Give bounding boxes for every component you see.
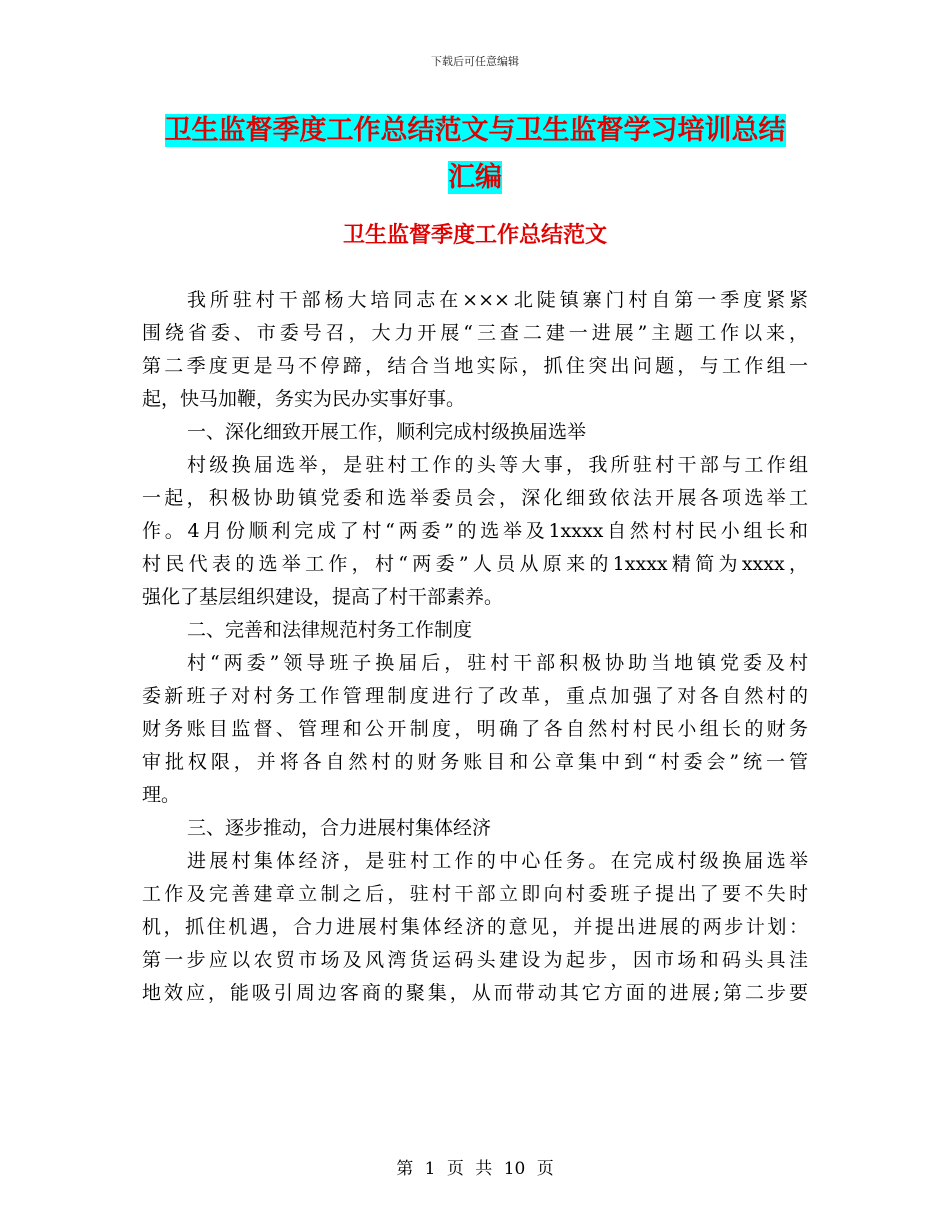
body-line: 一、深化细致开展工作，顺利完成村级换届选举 <box>187 421 587 443</box>
body-line: 围绕省委、市委号召，大力开展“三查二建一进展”主题工作以来， <box>142 322 808 344</box>
page-footer: 第 1 页 共 10 页 <box>396 1159 554 1179</box>
body-text <box>142 284 808 1010</box>
body-line: 强化了基层组织建设，提高了村干部素养。 <box>142 586 504 608</box>
body-line: 审批权限，并将各自然村的财务账目和公章集中到“村委会”统一管 <box>142 751 808 773</box>
body-line: 财务账目监督、管理和公开制度，明确了各自然村村民小组长的财务 <box>142 718 808 740</box>
body-line: 一起，积极协助镇党委和选举委员会，深化细致依法开展各项选举工 <box>142 487 808 509</box>
body-line: 委新班子对村务工作管理制度进行了改革，重点加强了对各自然村的 <box>142 685 808 707</box>
document-title <box>142 107 808 201</box>
section-title: 卫生监督季度工作总结范文 <box>342 223 607 248</box>
body-line: 作。4月份顺利完成了村“两委”的选举及1xxxx自然村村民小组长和 <box>142 520 808 542</box>
body-line: 地效应，能吸引周边客商的聚集，从而带动其它方面的进展;第二步要 <box>142 982 808 1004</box>
body-line: 第一步应以农贸市场及风湾货运码头建设为起步，因市场和码头具洼 <box>142 949 808 971</box>
body-line: 村民代表的选举工作，村“两委”人员从原来的1xxxx精简为xxxx， <box>142 553 808 575</box>
document-title-line-1: 卫生监督季度工作总结范文与卫生监督学习培训总结 <box>164 115 786 146</box>
body-line: 第二季度更是马不停蹄，结合当地实际，抓住突出问题，与工作组一 <box>142 355 808 377</box>
document-title-line-2: 汇编 <box>448 162 502 193</box>
body-line: 三、逐步推动，合力进展村集体经济 <box>187 817 492 839</box>
header-note: 下载后可任意编辑 <box>431 55 519 68</box>
body-line: 进展村集体经济，是驻村工作的中心任务。在完成村级换届选举 <box>187 850 808 872</box>
body-line: 起，快马加鞭，务实为民办实事好事。 <box>142 388 466 410</box>
body-line: 二、完善和法律规范村务工作制度 <box>187 619 473 641</box>
body-line: 工作及完善建章立制之后，驻村干部立即向村委班子提出了要不失时 <box>142 883 808 905</box>
body-line: 理。 <box>142 784 181 806</box>
body-line: 村“两委”领导班子换届后，驻村干部积极协助当地镇党委及村 <box>187 652 808 674</box>
body-line: 我所驻村干部杨大培同志在×××北陡镇寨门村自第一季度紧紧 <box>187 289 808 311</box>
body-line: 机，抓住机遇，合力进展村集体经济的意见，并提出进展的两步计划： <box>142 916 808 938</box>
body-line: 村级换届选举，是驻村工作的头等大事，我所驻村干部与工作组 <box>187 454 808 476</box>
